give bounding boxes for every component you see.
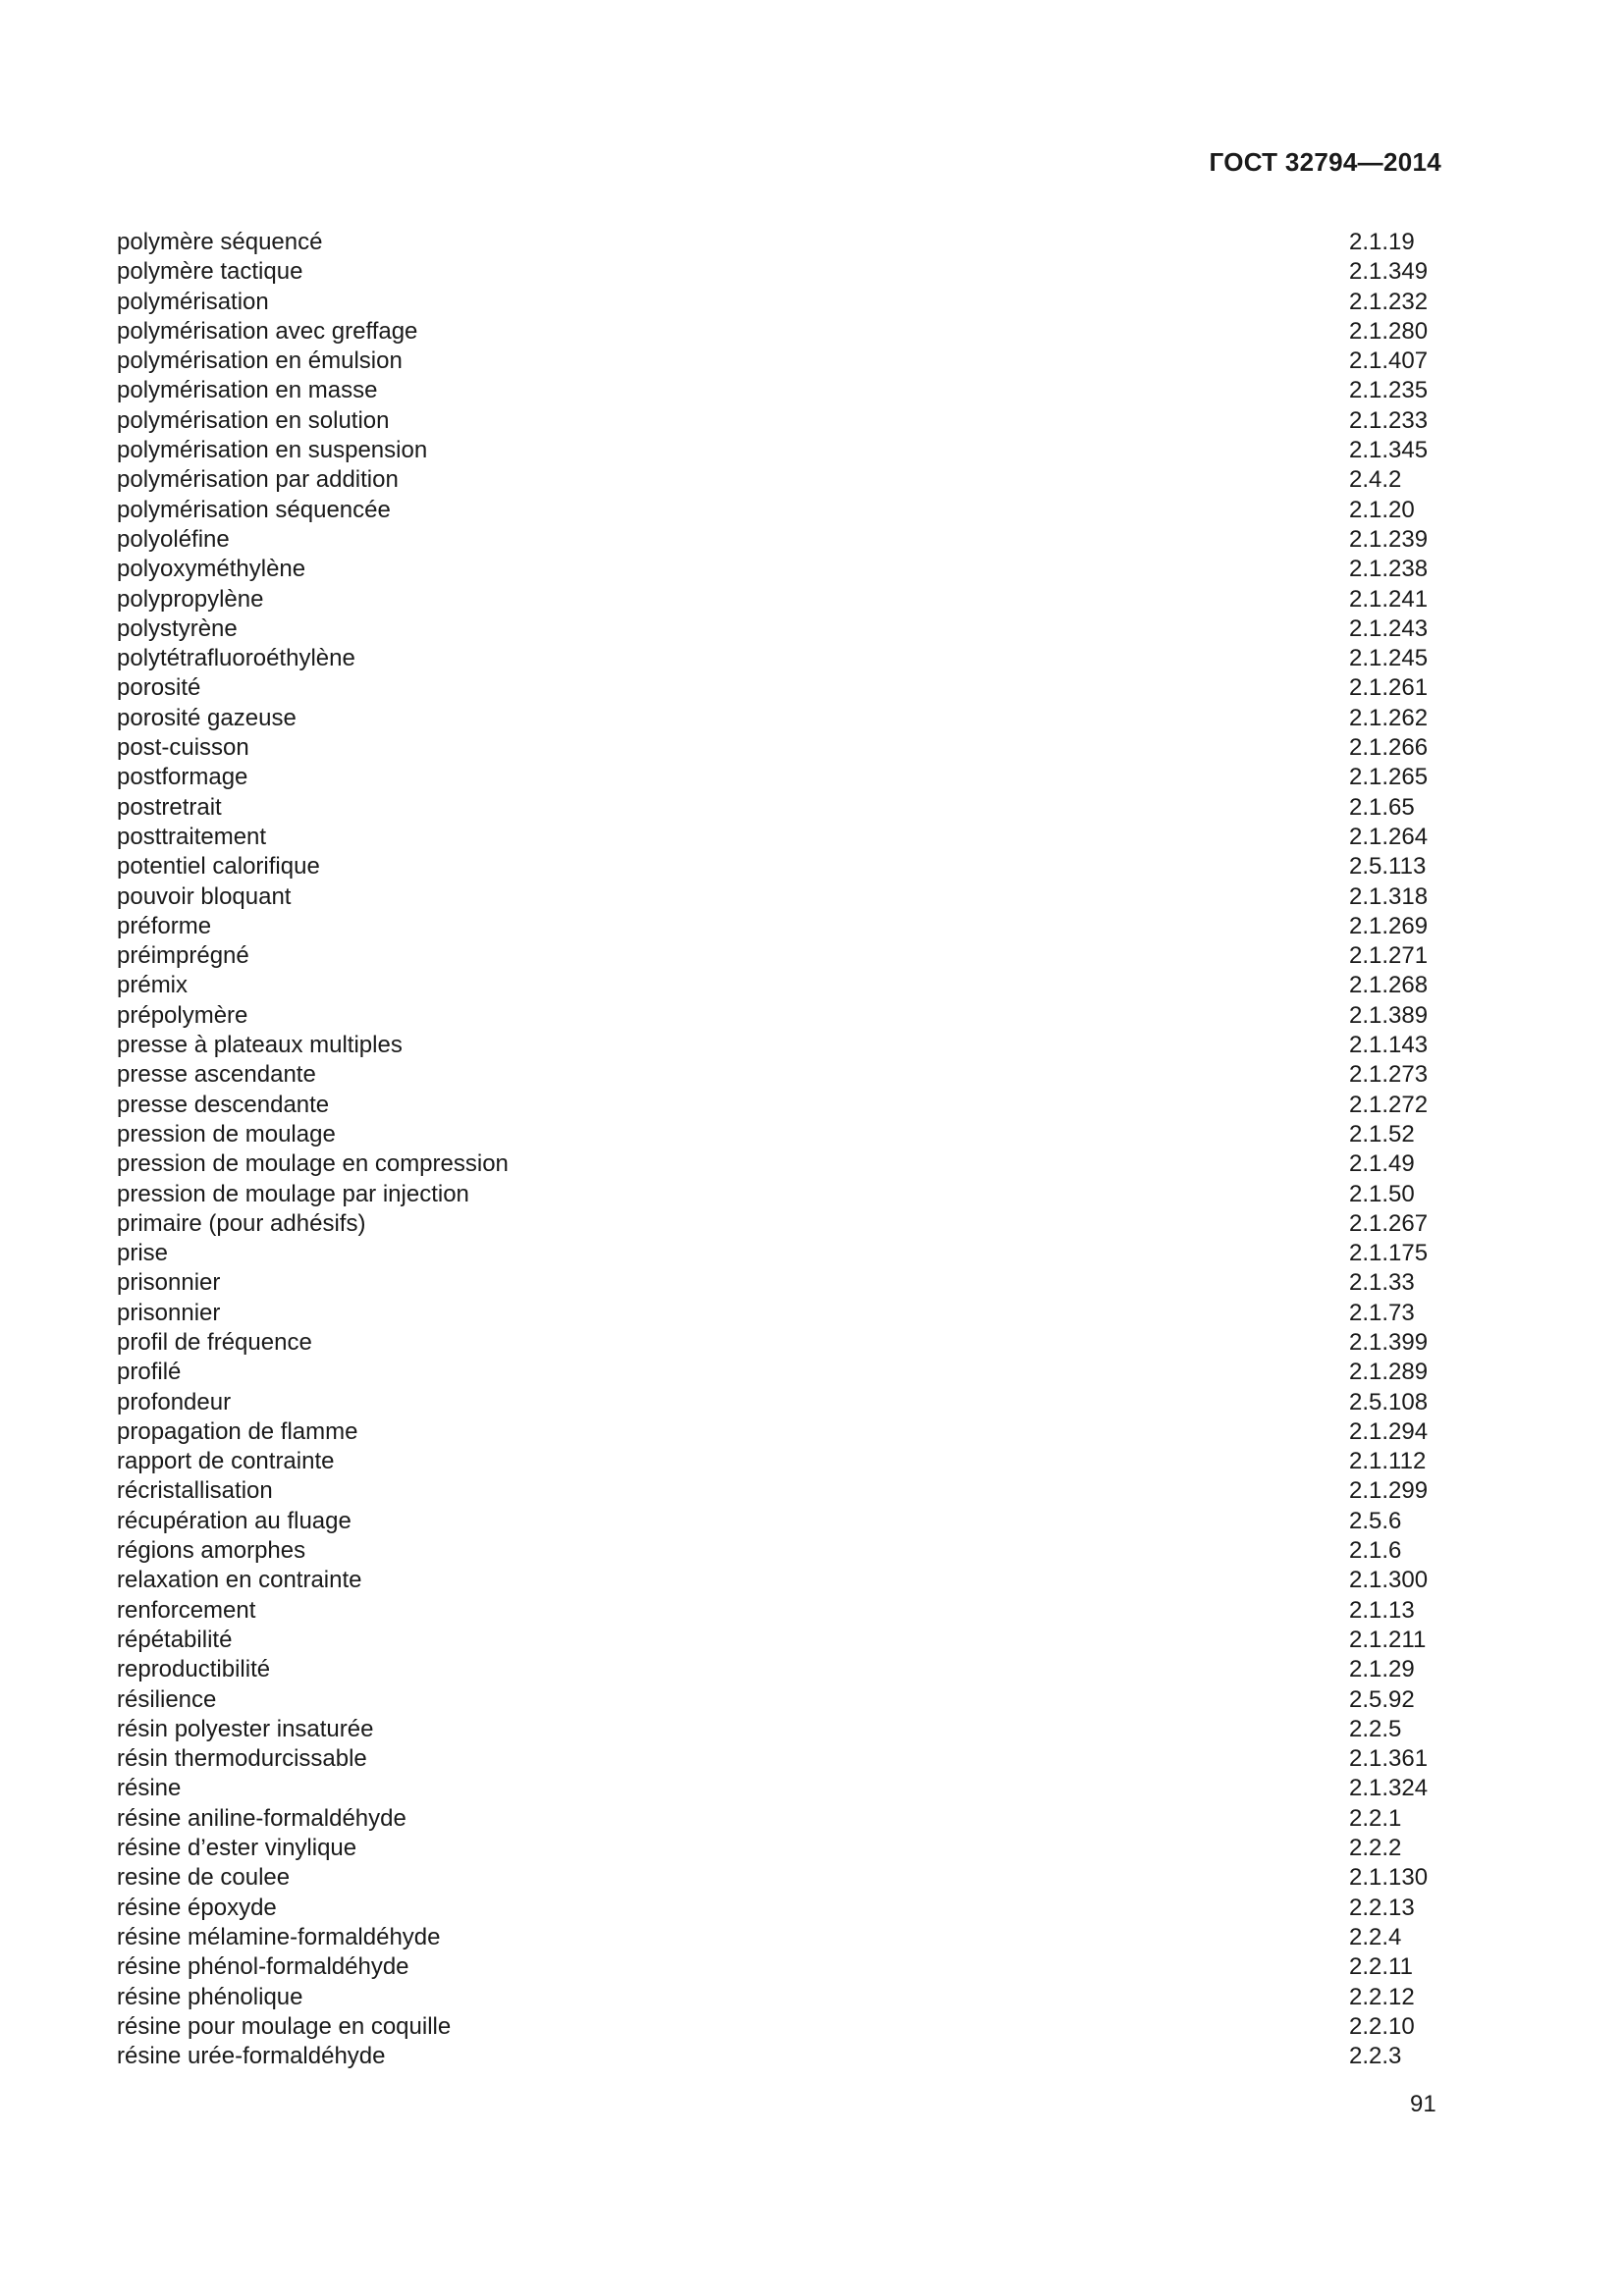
index-entry: [117, 1091, 1433, 1120]
index-term: préforme: [117, 912, 212, 939]
index-reference-number: 2.1.52: [1349, 1120, 1415, 1148]
index-term: prémix: [117, 972, 189, 999]
index-reference-number: 2.1.268: [1349, 972, 1429, 999]
index-entry: [117, 406, 1433, 436]
index-term: prisonnier: [117, 1299, 221, 1326]
index-entry: [117, 1180, 1433, 1209]
index-entry: [117, 1566, 1433, 1595]
index-term: polyoléfine: [117, 525, 230, 553]
index-term: polyoxyméthylène: [117, 556, 306, 583]
index-term: propagation de flamme: [117, 1417, 358, 1445]
index-reference-number: 2.2.3: [1349, 2043, 1402, 2070]
index-reference-number: 2.1.239: [1349, 525, 1429, 553]
index-entry: [117, 1388, 1433, 1417]
index-reference-number: 2.1.318: [1349, 882, 1429, 910]
index-reference-number: 2.2.12: [1349, 1983, 1415, 2010]
index-term: récristallisation: [117, 1477, 273, 1505]
index-entry: [117, 1358, 1433, 1387]
index-term: prisonnier: [117, 1269, 221, 1297]
index-entry: [117, 1060, 1433, 1090]
index-term: polymérisation séquencée: [117, 496, 391, 523]
index-reference-number: 2.1.73: [1349, 1299, 1415, 1326]
index-entry: [117, 673, 1433, 703]
index-entry: [117, 1239, 1433, 1268]
index-entry: [117, 1001, 1433, 1031]
index-entry: [117, 555, 1433, 584]
index-term: régions amorphes: [117, 1537, 306, 1565]
index-entry: [117, 614, 1433, 644]
index-term: polymérisation par addition: [117, 466, 399, 494]
index-reference-number: 2.1.265: [1349, 764, 1429, 791]
index-reference-number: 2.1.324: [1349, 1775, 1429, 1802]
index-reference-number: 2.2.13: [1349, 1894, 1415, 1921]
index-entry: [117, 2042, 1433, 2071]
index-term: prise: [117, 1240, 169, 1267]
index-term: résin thermodurcissable: [117, 1745, 367, 1773]
index-entry: [117, 1507, 1433, 1536]
index-reference-number: 2.1.300: [1349, 1567, 1429, 1594]
index-term: polymère tactique: [117, 258, 303, 286]
index-term: polymérisation en masse: [117, 377, 378, 404]
index-reference-number: 2.1.345: [1349, 437, 1429, 464]
index-entry: [117, 1149, 1433, 1179]
index-entry: [117, 496, 1433, 525]
index-term: pression de moulage: [117, 1120, 336, 1148]
standard-code-header: ГОСТ 32794—2014: [1209, 147, 1441, 177]
index-entry: [117, 1923, 1433, 1952]
index-reference-number: 2.1.289: [1349, 1359, 1429, 1386]
index-entry: [117, 1476, 1433, 1506]
index-term: reproductibilité: [117, 1656, 271, 1683]
index-reference-number: 2.1.349: [1349, 258, 1429, 286]
index-entry: [117, 1804, 1433, 1834]
index-entry: [117, 1328, 1433, 1358]
index-reference-number: 2.2.5: [1349, 1715, 1402, 1742]
index-reference-number: 2.2.4: [1349, 1923, 1402, 1950]
index-entry: [117, 2012, 1433, 2042]
index-reference-number: 2.1.19: [1349, 229, 1415, 255]
index-reference-number: 2.1.112: [1349, 1448, 1427, 1475]
index-entry: [117, 733, 1433, 763]
index-term: polymérisation: [117, 288, 269, 315]
index-entry: [117, 1536, 1433, 1566]
index-term: polytétrafluoroéthylène: [117, 645, 355, 672]
index-entry: [117, 1863, 1433, 1893]
index-entry: [117, 436, 1433, 465]
index-reference-number: 2.1.232: [1349, 288, 1429, 315]
index-reference-number: 2.1.407: [1349, 347, 1429, 375]
index-term: résin polyester insaturée: [117, 1715, 374, 1742]
index-term: postretrait: [117, 793, 222, 821]
index-term: profilé: [117, 1359, 182, 1386]
index-entry: [117, 1834, 1433, 1863]
index-reference-number: 2.1.280: [1349, 317, 1429, 345]
index-term: profondeur: [117, 1388, 232, 1415]
index-term: récupération au fluage: [117, 1507, 352, 1534]
index-reference-number: 2.1.262: [1349, 704, 1429, 731]
index-term: porosité: [117, 674, 201, 702]
index-entry: [117, 882, 1433, 912]
index-entry: [117, 852, 1433, 881]
index-term: potentiel calorifique: [117, 853, 320, 881]
index-term: pouvoir bloquant: [117, 882, 292, 910]
index-term: polymérisation en solution: [117, 406, 390, 434]
index-reference-number: 2.1.299: [1349, 1477, 1429, 1505]
index-entry: [117, 1744, 1433, 1774]
index-entry: [117, 941, 1433, 971]
index-entry: [117, 1031, 1433, 1060]
index-term: postformage: [117, 764, 248, 791]
index-reference-number: 2.1.130: [1349, 1864, 1429, 1892]
index-entry: [117, 1209, 1433, 1239]
index-entry: [117, 1626, 1433, 1655]
index-entry: [117, 1120, 1433, 1149]
index-reference-number: 2.1.20: [1349, 496, 1415, 523]
index-reference-number: 2.1.13: [1349, 1596, 1415, 1624]
index-entry: [117, 1952, 1433, 1982]
index-term: polymère séquencé: [117, 229, 323, 255]
index-reference-number: 2.1.264: [1349, 823, 1429, 850]
index-entry: [117, 257, 1433, 287]
index-reference-number: 2.5.92: [1349, 1685, 1415, 1713]
index-entry: [117, 376, 1433, 405]
index-entry: [117, 763, 1433, 792]
index-term: rapport de contrainte: [117, 1448, 335, 1475]
index-reference-number: 2.1.267: [1349, 1209, 1429, 1237]
index-reference-number: 2.5.6: [1349, 1507, 1402, 1534]
index-term: presse à plateaux multiples: [117, 1032, 403, 1059]
index-entry: [117, 228, 1433, 257]
index-term: pression de moulage en compression: [117, 1150, 509, 1178]
index-reference-number: 2.1.33: [1349, 1269, 1415, 1297]
index-entry: [117, 1417, 1433, 1447]
index-entry: [117, 317, 1433, 347]
index-reference-number: 2.2.11: [1349, 1953, 1413, 1981]
index-term: répétabilité: [117, 1626, 233, 1653]
index-term: préimprégné: [117, 942, 249, 970]
index-term: résine mélamine-formaldéhyde: [117, 1923, 441, 1950]
index-reference-number: 2.1.238: [1349, 556, 1429, 583]
index-reference-number: 2.1.273: [1349, 1061, 1429, 1089]
index-term: résine d’ester vinylique: [117, 1835, 357, 1862]
index-entry: [117, 1596, 1433, 1626]
index-term: polymérisation avec greffage: [117, 317, 418, 345]
index-term: relaxation en contrainte: [117, 1567, 362, 1594]
index-term: résine phénol-formaldéhyde: [117, 1953, 409, 1981]
index-entry: [117, 1774, 1433, 1803]
index-entry: [117, 793, 1433, 823]
index-reference-number: 2.1.241: [1349, 585, 1429, 613]
index-entry: [117, 971, 1433, 1000]
index-term: porosité gazeuse: [117, 704, 297, 731]
index-term: polymérisation en suspension: [117, 437, 428, 464]
index-reference-number: 2.1.29: [1349, 1656, 1415, 1683]
index-reference-number: 2.1.211: [1349, 1626, 1427, 1653]
index-entry: [117, 347, 1433, 376]
index-reference-number: 2.1.361: [1349, 1745, 1429, 1773]
index-reference-number: 2.4.2: [1349, 466, 1402, 494]
index-reference-number: 2.1.49: [1349, 1150, 1415, 1178]
index-term: profil de fréquence: [117, 1328, 312, 1356]
index-term: polypropylène: [117, 585, 264, 613]
index-term: résine pour moulage en coquille: [117, 2012, 452, 2040]
index-term: résine phénolique: [117, 1983, 303, 2010]
index-reference-number: 2.2.2: [1349, 1835, 1402, 1862]
index-term: résine époxyde: [117, 1894, 277, 1921]
index-entry: [117, 1983, 1433, 2012]
index-reference-number: 2.1.143: [1349, 1032, 1429, 1059]
index-term: resine de coulee: [117, 1864, 291, 1892]
index-reference-number: 2.1.235: [1349, 377, 1429, 404]
term-index-list: [117, 228, 1433, 2071]
index-reference-number: 2.2.1: [1349, 1804, 1402, 1832]
index-reference-number: 2.1.50: [1349, 1180, 1415, 1207]
index-term: pression de moulage par injection: [117, 1180, 469, 1207]
index-term: presse ascendante: [117, 1061, 316, 1089]
index-entry: [117, 1299, 1433, 1328]
index-reference-number: 2.1.269: [1349, 912, 1429, 939]
index-entry: [117, 288, 1433, 317]
index-reference-number: 2.2.10: [1349, 2012, 1415, 2040]
index-term: résine aniline-formaldéhyde: [117, 1804, 406, 1832]
index-entry: [117, 1715, 1433, 1744]
index-entry: [117, 644, 1433, 673]
index-entry: [117, 1894, 1433, 1923]
index-reference-number: 2.1.6: [1349, 1537, 1402, 1565]
index-term: polystyrène: [117, 614, 238, 642]
index-term: renforcement: [117, 1596, 256, 1624]
index-entry: [117, 1655, 1433, 1684]
index-reference-number: 2.1.266: [1349, 734, 1429, 762]
index-term: résilience: [117, 1685, 217, 1713]
index-reference-number: 2.1.294: [1349, 1417, 1429, 1445]
index-reference-number: 2.1.261: [1349, 674, 1429, 702]
index-entry: [117, 465, 1433, 495]
index-term: posttraitement: [117, 823, 267, 850]
index-term: polymérisation en émulsion: [117, 347, 403, 375]
index-entry: [117, 525, 1433, 555]
index-term: prépolymère: [117, 1001, 248, 1029]
index-reference-number: 2.1.272: [1349, 1091, 1429, 1118]
index-entry: [117, 1268, 1433, 1298]
index-term: post-cuisson: [117, 734, 249, 762]
index-reference-number: 2.1.271: [1349, 942, 1429, 970]
index-term: résine urée-formaldéhyde: [117, 2043, 386, 2070]
index-entry: [117, 704, 1433, 733]
index-term: primaire (pour adhésifs): [117, 1209, 366, 1237]
index-entry: [117, 823, 1433, 852]
index-reference-number: 2.1.233: [1349, 406, 1429, 434]
index-reference-number: 2.1.243: [1349, 614, 1429, 642]
index-term: résine: [117, 1775, 182, 1802]
index-reference-number: 2.1.175: [1349, 1240, 1429, 1267]
index-entry: [117, 1447, 1433, 1476]
index-reference-number: 2.5.113: [1349, 853, 1427, 881]
index-reference-number: 2.1.399: [1349, 1328, 1429, 1356]
index-reference-number: 2.1.245: [1349, 645, 1429, 672]
index-entry: [117, 912, 1433, 941]
index-reference-number: 2.1.65: [1349, 793, 1415, 821]
index-term: presse descendante: [117, 1091, 330, 1118]
index-reference-number: 2.1.389: [1349, 1001, 1429, 1029]
index-reference-number: 2.5.108: [1349, 1388, 1429, 1415]
index-entry: [117, 1685, 1433, 1715]
page-number: 91: [1410, 2091, 1436, 2117]
index-entry: [117, 585, 1433, 614]
